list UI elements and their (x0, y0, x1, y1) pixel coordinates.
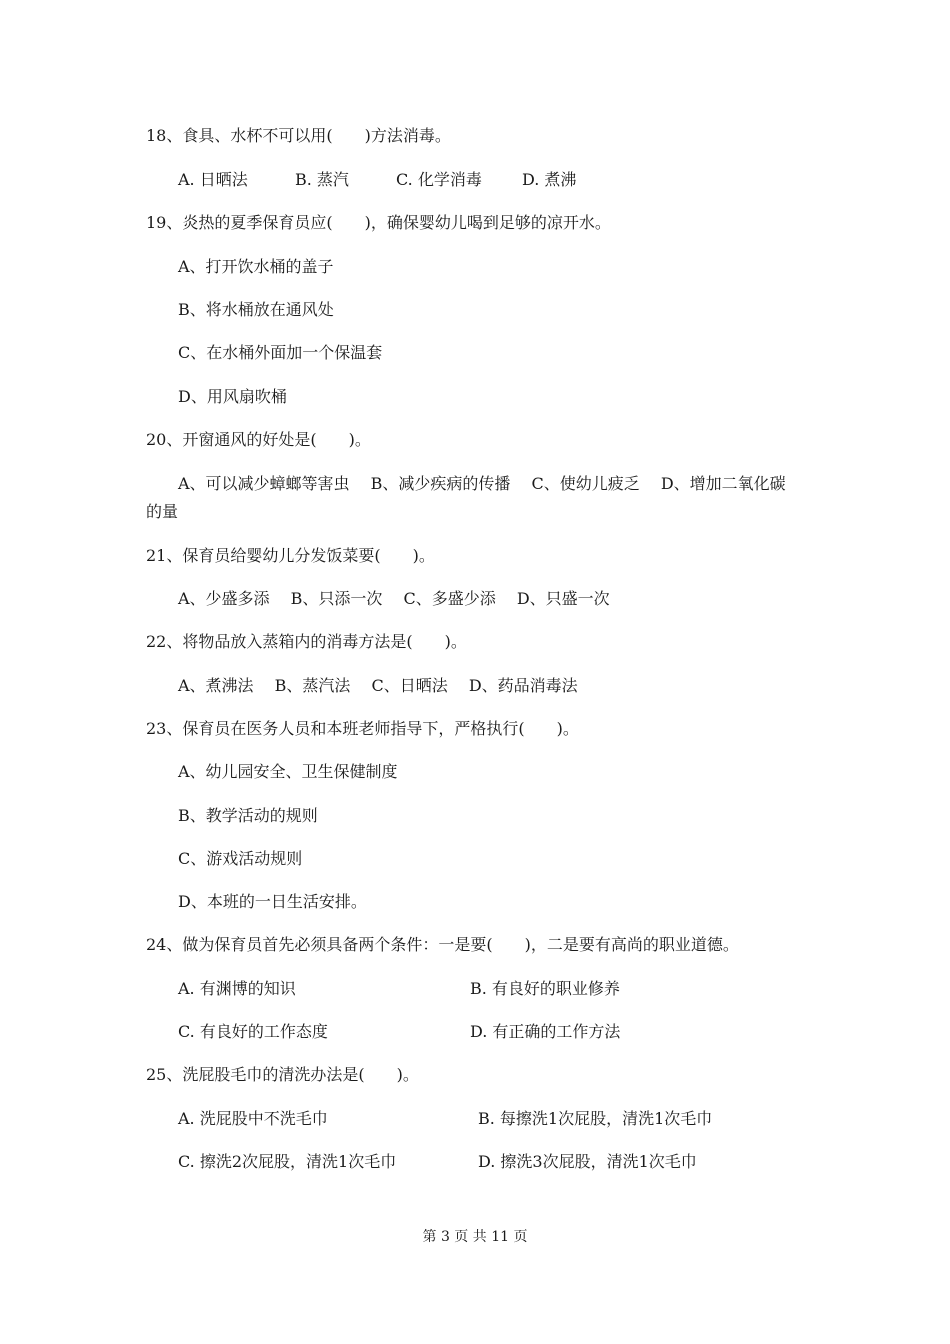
question-24-option-c: C. 有良好的工作态度 (178, 1022, 328, 1041)
question-19-option-d: D、用风扇吹桶 (178, 387, 287, 406)
question-21-stem: 21、保育员给婴幼儿分发饭菜要( )。 (146, 546, 435, 565)
question-19-option-c: C、在水桶外面加一个保温套 (178, 343, 383, 362)
question-25-option-d: D. 擦洗3次屁股，清洗1次毛巾 (478, 1152, 697, 1171)
question-23-option-c: C、游戏活动规则 (178, 849, 303, 868)
question-18-stem: 18、食具、水杯不可以用( )方法消毒。 (146, 126, 451, 145)
question-20-options-wrap: 的量 (146, 502, 179, 521)
page-footer: 第 3 页 共 11 页 (422, 1229, 528, 1245)
question-22-options: A、煮沸法 B、蒸汽法 C、日晒法 D、药品消毒法 (178, 676, 578, 695)
question-24-option-a: A. 有渊博的知识 (178, 979, 296, 998)
question-23-option-a: A、幼儿园安全、卫生保健制度 (178, 762, 398, 781)
question-18-option-d: D. 煮沸 (522, 170, 577, 189)
question-23-option-b: B、教学活动的规则 (178, 806, 318, 825)
question-20-stem: 20、开窗通风的好处是( )。 (146, 430, 371, 449)
question-24-stem: 24、做为保育员首先必须具备两个条件：一是要( )，二是要有高尚的职业道德。 (146, 935, 739, 954)
question-23-stem: 23、保育员在医务人员和本班老师指导下，严格执行( )。 (146, 719, 579, 738)
question-19-option-b: B、将水桶放在通风处 (178, 300, 334, 319)
question-22-stem: 22、将物品放入蒸箱内的消毒方法是( )。 (146, 632, 467, 651)
question-19-stem: 19、炎热的夏季保育员应( )，确保婴幼儿喝到足够的凉开水。 (146, 213, 611, 232)
question-25-option-b: B. 每擦洗1次屁股，清洗1次毛巾 (478, 1109, 713, 1128)
question-18-option-b: B. 蒸汽 (295, 170, 349, 189)
question-19-option-a: A、打开饮水桶的盖子 (178, 257, 334, 276)
question-21-options: A、少盛多添 B、只添一次 C、多盛少添 D、只盛一次 (178, 589, 610, 608)
question-24-option-b: B. 有良好的职业修养 (470, 979, 620, 998)
question-23-option-d: D、本班的一日生活安排。 (178, 892, 367, 911)
question-20-options: A、可以减少蟑螂等害虫 B、减少疾病的传播 C、使幼儿疲乏 D、增加二氧化碳 (178, 474, 786, 493)
question-18-option-a: A. 日晒法 (178, 170, 248, 189)
question-25-option-a: A. 洗屁股中不洗毛巾 (178, 1109, 328, 1128)
question-25-option-c: C. 擦洗2次屁股，清洗1次毛巾 (178, 1152, 397, 1171)
question-24-option-d: D. 有正确的工作方法 (470, 1022, 621, 1041)
question-18-option-c: C. 化学消毒 (396, 170, 482, 189)
question-25-stem: 25、洗屁股毛巾的清洗办法是( )。 (146, 1065, 419, 1084)
